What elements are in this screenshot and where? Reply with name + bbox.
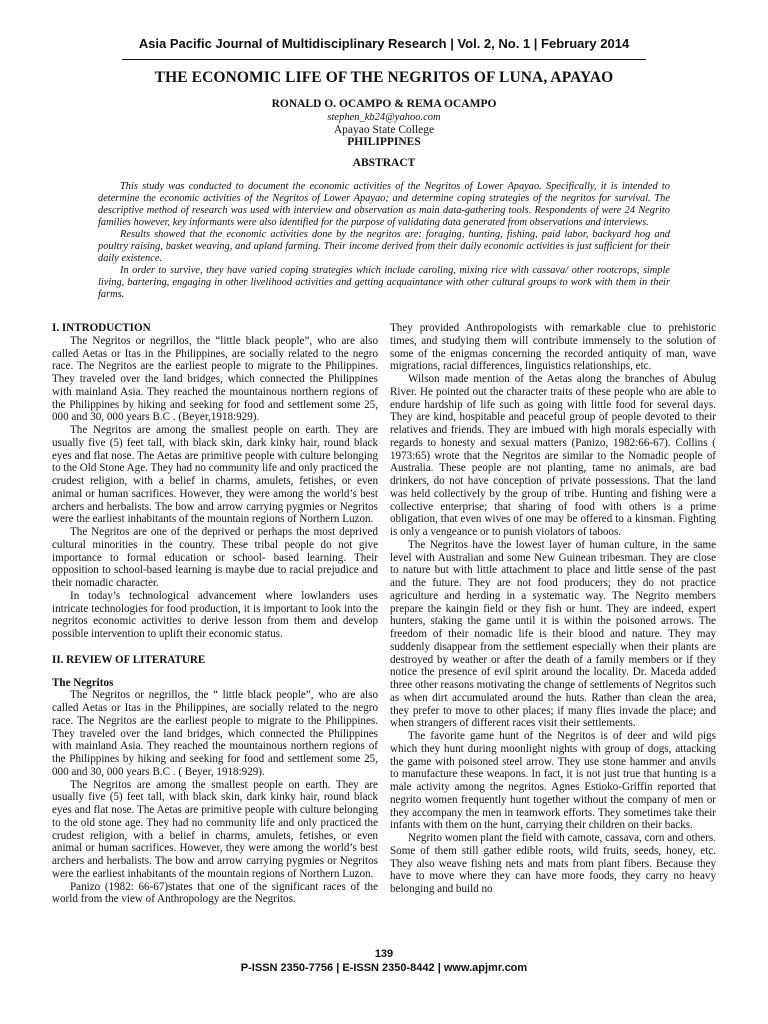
body-paragraph: In today’s technological advancement where lowlanders uses intricate technologies for food production, it is important to look into the negritos economic activities to derive lesson from them and develop possible intervention to uplift their economic status. xyxy=(52,589,378,640)
abstract-paragraph: This study was conducted to document the economic activities of the Negritos of Lower Apayao. Specifically, it is intended to determine the economic activities of the Negritos of Lower Apayao; and determine coping strategies of the negritos for survival. The descriptive method of research was used with interview and observation as main data-gathering tools. Respondents of were 24 Negrito families however, key informants were also identified for the purpose of validating data generated from observations and interviews. xyxy=(98,181,670,229)
body-paragraph: The Negritos have the lowest layer of human culture, in the same level with Australian and some New Guinean tribesman. They are close to nature but with little attachment to place and little sense of the past and the future. They are not food producers; they do not practice agriculture and herding in a systematic way. The Negrito members prepare the kaingin field or they fish or hunt. They are indeed, expert hunters, staking the game until it is within the poisoned arrows. The freedom of their nomadic life is their blood and nature. They may suddenly disappear from the settlement especially when their plants are destroyed by weather or after the death of a family members or if they notice the presence of evil spirit around the locality. Dr. Maceda added three other reasons motivating the change of settlements of Negritos such as when dirt accumulated around the huts. Rather than clean the area, they prefer to move to other places; if many flies invade the place; and when strangers of different races visit their settlements. xyxy=(390,538,716,730)
running-head: Asia Pacific Journal of Multidisciplinary Research | Vol. 2, No. 1 | February 2014 xyxy=(138,36,630,51)
body-paragraph: The favorite game hunt of the Negritos is of deer and wild pigs which they hunt during moonlight nights with group of dogs, attacking the game with poisoned steel arrow. They use stone hammer and anvils to manufacture these weapons. In fact, it is not just true that hunting is a male activity among the negritos. Agnes Estioko-Griffin reported that negrito women frequently hunt together without the company of men or they accompany the men in teamwork efforts. They sometimes take their infants with them on the hunt, carrying their children on their backs. xyxy=(390,730,716,832)
body-paragraph: The Negritos are among the smallest people on earth. They are usually five (5) feet tall, with black skin, dark kinky hair, round black eyes and flat nose. The Aetas are primitive people with culture belonging to the Old Stone Age. They had no community life and only practiced the crudest religion, with a belief in charms, amulets, fetishes, or even animal or human sacrifices. However, they were among the world’s best archers and herbalists. The bow and arrow carrying pygmies or Negritos were the earliest inhabitants of the mountain regions of Northern Luzon. xyxy=(52,424,378,526)
header-rule xyxy=(122,59,646,60)
left-column xyxy=(52,322,378,906)
abstract-heading: ABSTRACT xyxy=(352,157,416,169)
page-number: 139 xyxy=(374,948,394,960)
body-paragraph: The Negritos are among the smallest people on earth. They are usually five (5) feet tall, with black skin, dark kinky hair, round black eyes and flat nose. The Aetas are primitive people with culture belonging to the old stone age. They had no community life and only practiced the crudest religion, with a belief in charms, amulets, fetishes, or even animal or human sacrifices. However, they were among the world’s best archers and herbalists. The bow and arrow carrying pygmies or Negritos were the earliest inhabitants of the mountain regions of Northern Luzon. xyxy=(52,778,378,880)
negritos-subheading: The Negritos xyxy=(52,676,114,689)
body-paragraph: They provided Anthropologists with remarkable clue to prehistoric times, and studying them will contribute immensely to the solution of some of the enigmas concerning the recorded antiquity of man, wave migrations, racial differences, linguistics relationships, etc. xyxy=(390,322,716,373)
author-email: stephen_kb24@yahoo.com xyxy=(327,112,441,123)
author-affiliation: Apayao State College xyxy=(333,124,435,136)
body-paragraph: The Negritos are one of the deprived or perhaps the most deprived cultural minorities in the country. These tribal people do not give importance to formal education or school- based learning. Their opposition to school-based learning is maybe due to racial prejudice and their nomadic character. xyxy=(52,526,378,589)
body-paragraph: Wilson made mention of the Aetas along the branches of Abulug River. He pointed out the character traits of these people who are able to endure hardship of life such as going with little food for several days. They are kind, hospitable and peaceful group of people devoted to their relatives and friends. They are imbued with high morals especially with regards to honesty and sexual matters (Panizo, 1982:66-67). Collins ( 1973:65) wrote that the Negritos are similar to the Nomadic people of Australia. These people are not planting, tame no animals, are bad drinkers, do not have conception of private possessions. That the land was held collectively by the group of tribe. Hunting and fishing were a collective enterprise; that sharing of food with others is a prime obligation, that even wives of one may be offered to a kinsman. Fighting is only a vengeance or to punish violators of taboos. xyxy=(390,373,716,538)
article-authors: RONALD O. OCAMPO & REMA OCAMPO xyxy=(271,98,497,110)
abstract xyxy=(98,181,670,301)
issn-line: P-ISSN 2350-7756 | E-ISSN 2350-8442 | www.apjmr.com xyxy=(240,962,528,974)
abstract-paragraph: Results showed that the economic activities done by the negritos are: foraging, hunting, fishing, paid labor, backyard hog and poultry raising, basket weaving, and upland farming. Their income derived from their daily economic activities is just sufficient for their daily existence. xyxy=(98,229,670,265)
body-paragraph: The Negritos or negrillos, the “little black people”, who are also called Aetas or Itas in the Philippines, are socially related to the negro race. The Negritos are the earliest people to migrate to the Philippines. They traveled over the land bridges, which connected the Philippines with mainland Asia. They reached the mountainous northern regions of the Philippines by hiking and seeking for food and settlement some 25, 000 and 30, 000 years B.C . (Beyer,1918:929). xyxy=(52,334,378,424)
abstract-paragraph: In order to survive, they have varied coping strategies which include caroling, mixing rice with cassava/ other rootcrops, simple living, bartering, engaging in other livelihood activities and getting acquaintance with other cultural groups to work with them in their farms. xyxy=(98,265,670,301)
body-paragraph: Negrito women plant the field with camote, cassava, corn and others. Some of them still gather edible roots, wild fruits, seeds, honey, etc. They also weave fishing nets and mats from plant fibers. Because they have to move where they can have more foods, they carry no heavy belonging and build no xyxy=(390,832,716,895)
author-country: PHILIPPINES xyxy=(347,136,421,148)
article-title: THE ECONOMIC LIFE OF THE NEGRITOS OF LUNA, APAYAO xyxy=(154,69,614,86)
body-paragraph: Panizo (1982: 66-67)states that one of the significant races of the world from the view of Anthropology are the Negritos. xyxy=(52,880,378,906)
body-paragraph: The Negritos or negrillos, the “ little black people”, who are also called Aetas or Itas in the Philippines, are socially related to the negro race. The Negritos are the earliest people to migrate to the Philippines. They traveled over the land bridges, which connected the Philippines with mainland Asia. They reached the mountainous northern regions of the Philippines by hiking and seeking for food and settlement some 25, 000 and 30, 000 years B.C . ( Beyer, 1918:929). xyxy=(52,689,378,778)
introduction-heading: I. INTRODUCTION xyxy=(52,322,151,334)
review-heading: II. REVIEW OF LITERATURE xyxy=(52,653,206,666)
right-column xyxy=(390,322,716,896)
